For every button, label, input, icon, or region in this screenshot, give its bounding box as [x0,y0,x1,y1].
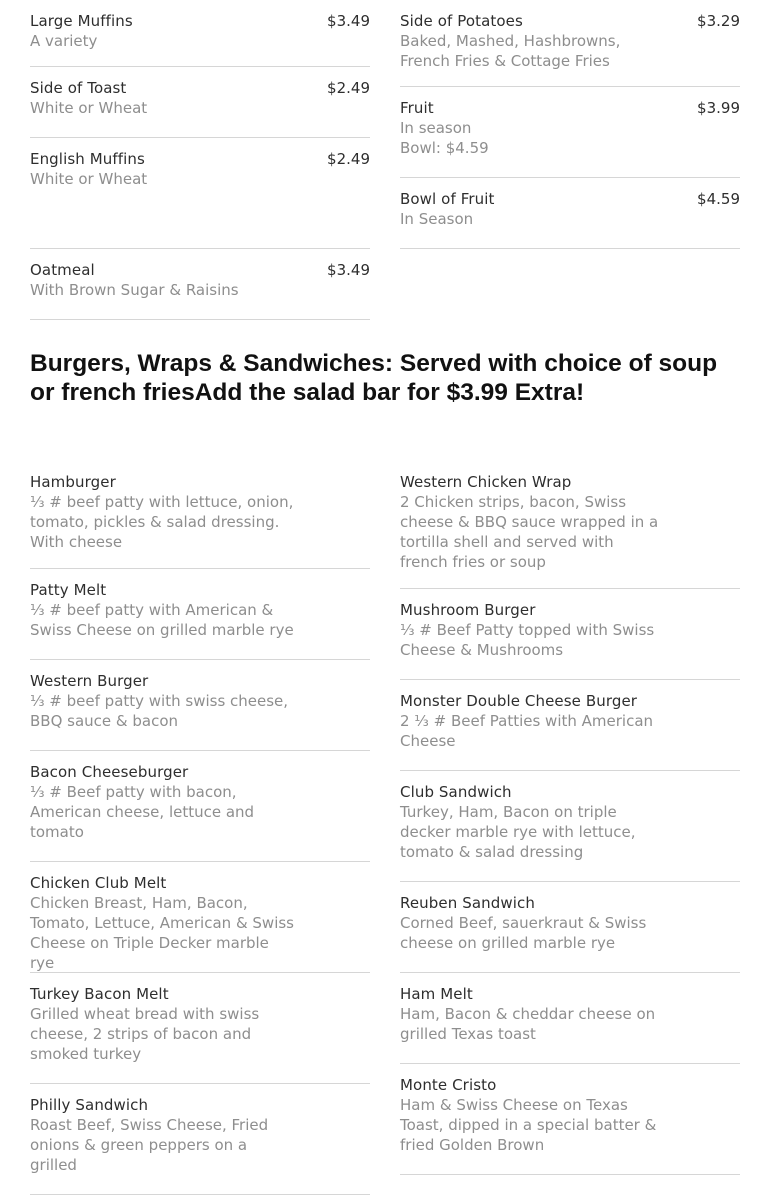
item-description: Chicken Breast, Ham, Bacon, Tomato, Lettuce, American & Swiss Cheese on Triple Decker marble rye [30,894,294,972]
item-name: Western Chicken Wrap [400,473,572,491]
menu-item-club-sandwich [400,771,740,882]
burgers-left-column [30,461,370,1195]
item-name: Bacon Cheeseburger [30,763,189,781]
item-description: ⅓ # beef patty with American & Swiss Cheese on grilled marble rye [30,601,294,639]
side-items-right-column [400,0,740,249]
menu-item-monster-double-cheese-burger [400,680,740,771]
menu-item-turkey-bacon-melt [30,973,370,1084]
item-description: 2 ⅓ # Beef Patties with American Cheese [400,712,654,750]
item-description: ⅓ # beef patty with lettuce, onion, tomato, pickles & salad dressing. With cheese [30,493,294,551]
item-description: Ham & Swiss Cheese on Texas Toast, dipped in a special batter & fried Golden Brown [400,1096,657,1154]
menu-item-bowl-of-fruit [400,178,740,249]
item-description: In Season [400,210,474,228]
item-price: $3.49 [327,261,370,279]
item-price: $3.99 [697,99,740,117]
menu-item-side-of-toast [30,67,370,138]
menu-item-hamburger [30,461,370,569]
item-description: With Brown Sugar & Raisins [30,281,239,299]
item-price: $4.59 [697,190,740,208]
menu-item-western-burger [30,660,370,751]
menu-item-chicken-club-melt [30,862,370,973]
menu-item-mushroom-burger [400,589,740,680]
section-title-burgers-wraps-sandwiches: Burgers, Wraps & Sandwiches: Served with choice of soup or french friesAdd the salad bar for $3.99 Extra! [30,350,718,406]
menu-item-oatmeal [30,249,370,320]
item-description: 2 Chicken strips, bacon, Swiss cheese & BBQ sauce wrapped in a tortilla shell and served with french fries or soup [400,493,659,571]
item-name: Monster Double Cheese Burger [400,692,638,710]
item-name: Hamburger [30,473,116,491]
item-name: Side of Potatoes [400,12,523,30]
item-description: In season Bowl: $4.59 [400,119,489,157]
item-description: Ham, Bacon & cheddar cheese on grilled Texas toast [400,1005,656,1043]
item-description: ⅓ # beef patty with swiss cheese, BBQ sauce & bacon [30,692,289,730]
menu-item-reuben-sandwich [400,882,740,973]
menu-item-western-chicken-wrap [400,461,740,589]
menu-item-side-of-potatoes [400,0,740,87]
item-name: Philly Sandwich [30,1096,149,1114]
item-name: Ham Melt [400,985,473,1003]
item-name: Monte Cristo [400,1076,497,1094]
menu-item-monte-cristo [400,1064,740,1175]
menu-item-fruit [400,87,740,178]
item-name: Turkey Bacon Melt [30,985,169,1003]
item-name: Club Sandwich [400,783,512,801]
item-description: Turkey, Ham, Bacon on triple decker marble rye with lettuce, tomato & salad dressing [400,803,636,861]
menu-item-bacon-cheeseburger [30,751,370,862]
item-description: ⅓ # Beef Patty topped with Swiss Cheese & Mushrooms [400,621,655,659]
item-name: Bowl of Fruit [400,190,495,208]
item-description: ⅓ # Beef patty with bacon, American cheese, lettuce and tomato [30,783,255,841]
item-name: Chicken Club Melt [30,874,167,892]
item-name: Patty Melt [30,581,107,599]
menu-item-philly-sandwich [30,1084,370,1195]
menu-item-patty-melt [30,569,370,660]
menu-item-english-muffins [30,138,370,249]
item-name: English Muffins [30,150,145,168]
item-description: A variety [30,32,98,50]
item-name: Large Muffins [30,12,133,30]
item-price: $2.49 [327,150,370,168]
item-description: White or Wheat [30,170,148,188]
item-name: Reuben Sandwich [400,894,535,912]
item-description: Corned Beef, sauerkraut & Swiss cheese on grilled marble rye [400,914,647,952]
burgers-right-column [400,461,740,1175]
item-name: Mushroom Burger [400,601,536,619]
menu-item-large-muffins [30,0,370,67]
item-price: $3.49 [327,12,370,30]
item-name: Oatmeal [30,261,95,279]
side-items-left-column [30,0,370,320]
item-name: Western Burger [30,672,149,690]
item-description: Grilled wheat bread with swiss cheese, 2 strips of bacon and smoked turkey [30,1005,260,1063]
item-description: Baked, Mashed, Hashbrowns, French Fries & Cottage Fries [400,32,621,70]
item-price: $3.29 [697,12,740,30]
item-name: Side of Toast [30,79,127,97]
item-name: Fruit [400,99,434,117]
item-description: Roast Beef, Swiss Cheese, Fried onions & green peppers on a grilled [30,1116,269,1174]
item-description: White or Wheat [30,99,148,117]
menu-item-ham-melt [400,973,740,1064]
item-price: $2.49 [327,79,370,97]
